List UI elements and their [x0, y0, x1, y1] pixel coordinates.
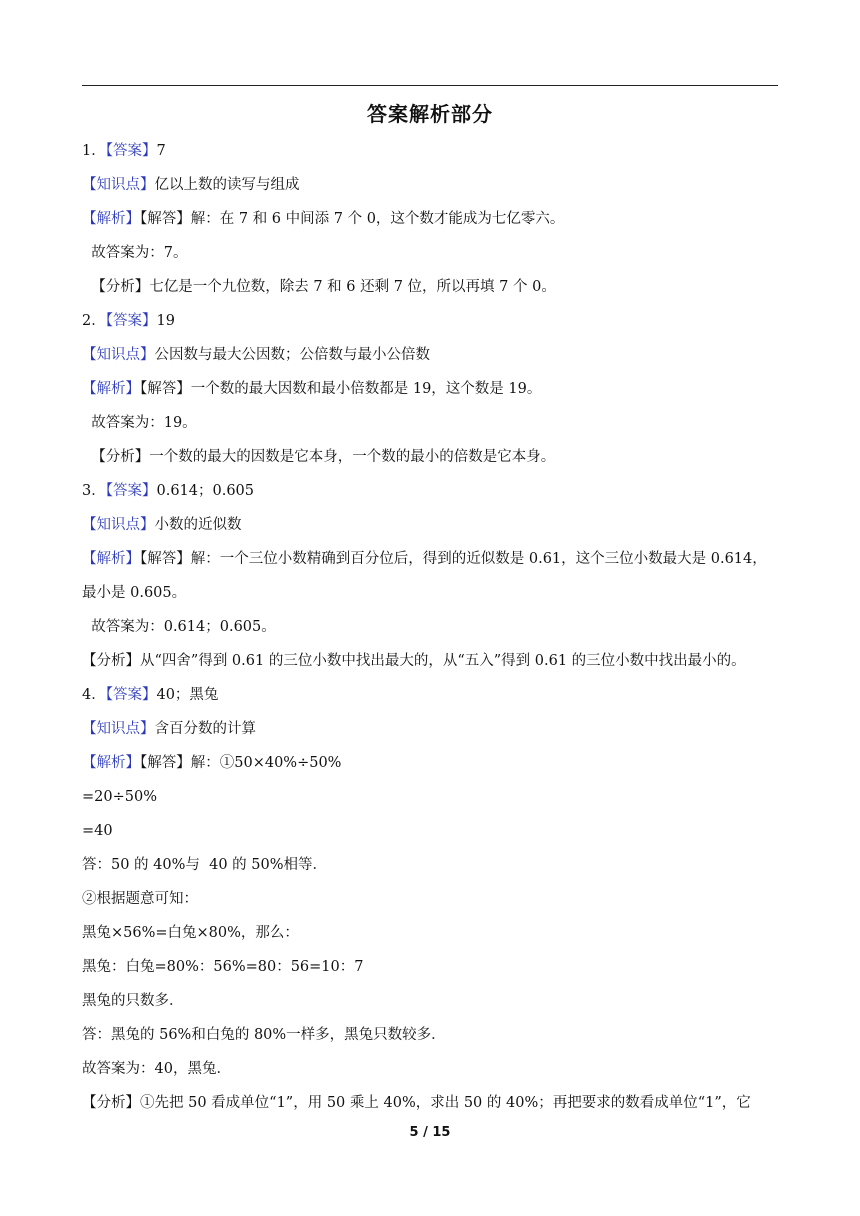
text-line	[82, 1059, 782, 1079]
text-line	[82, 1025, 782, 1045]
line-text: 【解答】解：①50×40%÷50%	[140, 755, 342, 771]
text-line	[82, 277, 782, 297]
line-prefix: 故答案为：7。	[82, 245, 188, 261]
line-text: 亿以上数的读写与组成	[154, 177, 300, 193]
line-prefix: 答：黑兔的 56%和白兔的 80%一样多，黑兔只数较多．	[82, 1027, 446, 1043]
section-tag: 【解析】	[82, 381, 140, 397]
line-prefix: =20÷50%	[82, 789, 157, 805]
line-prefix: 黑兔的只数多．	[82, 993, 184, 1009]
section-tag: 【解析】	[82, 551, 140, 567]
line-prefix: 4．	[82, 687, 106, 703]
text-line	[82, 753, 782, 773]
text-line	[82, 549, 782, 569]
text-line	[82, 209, 782, 229]
section-tag: 【解析】	[82, 211, 140, 227]
line-text: 小数的近似数	[154, 517, 242, 533]
text-line	[82, 243, 782, 263]
line-text: 含百分数的计算	[154, 721, 256, 737]
text-line	[82, 957, 782, 977]
line-prefix: 【分析】从“四舍”得到 0.61 的三位小数中找出最大的，从“五入”得到 0.61 的三位小数中找出最小的。	[82, 653, 746, 669]
text-line	[82, 787, 782, 807]
text-line	[82, 515, 782, 535]
page-title: 答案解析部分	[367, 102, 493, 126]
line-prefix: 2．	[82, 313, 106, 329]
text-line	[82, 651, 782, 671]
line-text: 【解答】解：在 7 和 6 中间添 7 个 0，这个数才能成为七亿零六。	[140, 211, 565, 227]
line-text: 7	[156, 143, 166, 159]
text-line	[82, 923, 782, 943]
text-line	[82, 583, 782, 603]
page-number: 5 / 15	[409, 1125, 451, 1140]
line-prefix: 【分析】①先把 50 看成单位“1”，用 50 乘上 40%，求出 50 的 40%；再把要求的数看成单位“1”，它	[82, 1095, 751, 1111]
text-line	[82, 141, 782, 161]
section-tag: 【答案】	[105, 483, 157, 499]
line-prefix: 【分析】一个数的最大的因数是它本身，一个数的最小的倍数是它本身。	[82, 449, 556, 465]
line-text: 【解答】一个数的最大因数和最小倍数都是 19，这个数是 19。	[140, 381, 542, 397]
line-prefix: 3．	[82, 483, 106, 499]
section-tag: 【知识点】	[82, 177, 155, 193]
section-tag: 【知识点】	[82, 721, 155, 737]
text-line	[82, 719, 782, 739]
text-line	[82, 889, 782, 909]
line-text: 19	[156, 313, 175, 329]
text-line	[82, 447, 782, 467]
text-line	[82, 1093, 782, 1113]
line-text: 公因数与最大公因数；公倍数与最小公倍数	[154, 347, 430, 363]
header-rule	[82, 85, 778, 86]
text-line	[82, 311, 782, 331]
section-tag: 【解析】	[82, 755, 140, 771]
line-prefix: 故答案为：40，黑兔．	[82, 1061, 231, 1077]
text-line	[82, 991, 782, 1011]
text-line	[82, 481, 782, 501]
section-tag: 【答案】	[105, 143, 157, 159]
line-prefix: 故答案为：0.614；0.605。	[82, 619, 276, 635]
text-line	[82, 855, 782, 875]
section-tag: 【答案】	[105, 313, 157, 329]
section-tag: 【知识点】	[82, 347, 155, 363]
text-line	[82, 379, 782, 399]
section-tag: 【答案】	[105, 687, 157, 703]
text-line	[82, 345, 782, 365]
section-tag: 【知识点】	[82, 517, 155, 533]
line-prefix: ②根据题意可知：	[82, 891, 198, 907]
line-prefix: 答：50 的 40%与 40 的 50%相等．	[82, 857, 328, 873]
line-text: 0.614；0.605	[156, 483, 255, 499]
text-line	[82, 175, 782, 195]
text-line	[82, 413, 782, 433]
text-line	[82, 821, 782, 841]
line-prefix: =40	[82, 823, 113, 839]
line-text: 【解答】解：一个三位小数精确到百分位后，得到的近似数是 0.61，这个三位小数最大是 0.614，	[140, 551, 767, 567]
line-prefix: 最小是 0.605。	[82, 585, 187, 601]
line-prefix: 黑兔：白兔=80%：56%=80：56=10：7	[82, 959, 364, 975]
line-prefix: 故答案为：19。	[82, 415, 197, 431]
line-prefix: 【分析】七亿是一个九位数，除去 7 和 6 还剩 7 位，所以再填 7 个 0。	[82, 279, 556, 295]
line-prefix: 黑兔×56%=白兔×80%，那么：	[82, 925, 299, 941]
line-prefix: 1．	[82, 143, 106, 159]
text-line	[82, 685, 782, 705]
line-text: 40；黑兔	[156, 687, 219, 703]
text-line	[82, 617, 782, 637]
